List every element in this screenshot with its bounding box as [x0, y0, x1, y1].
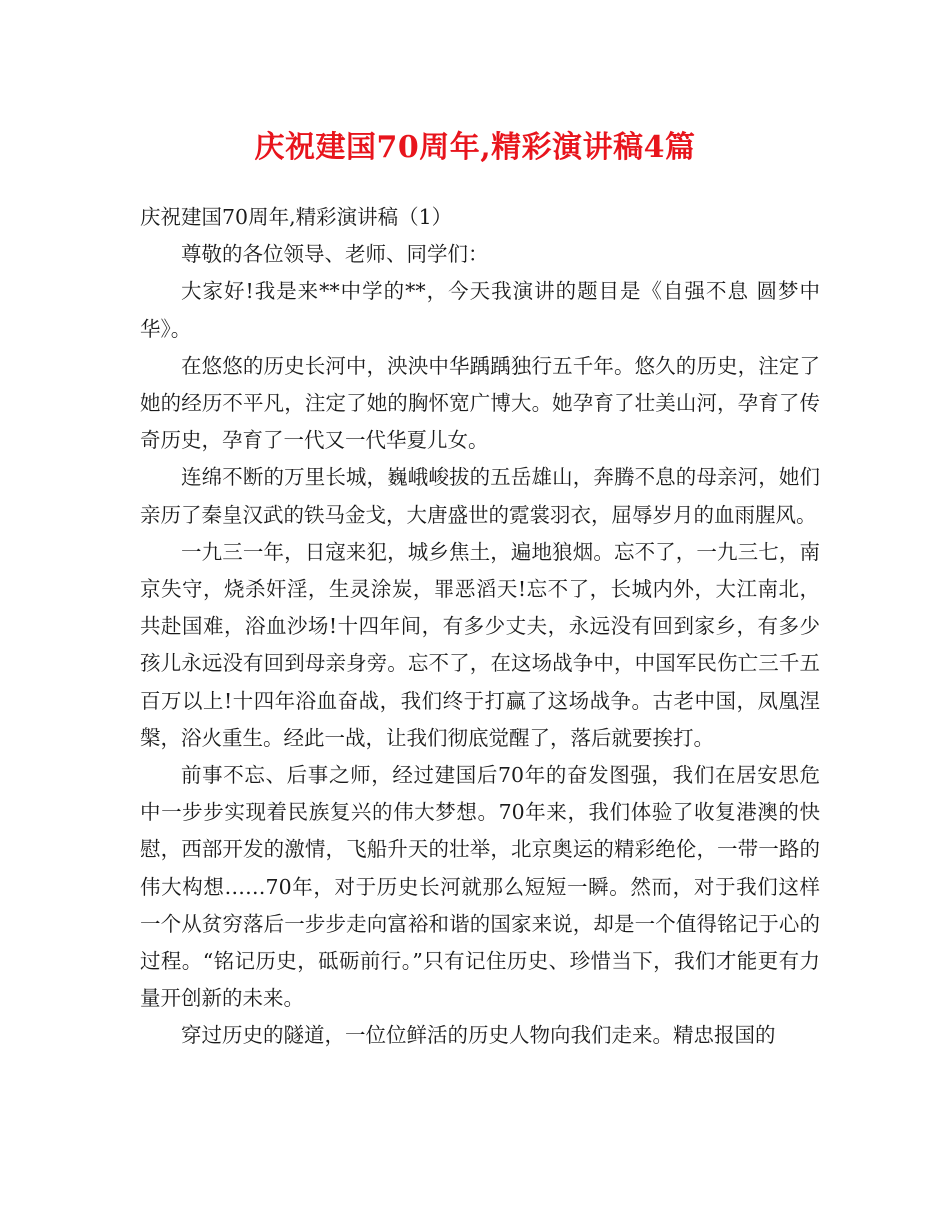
development-paragraph: 前事不忘、后事之师，经过建国后70年的奋发图强，我们在居安思危中一步步实现着民族复兴的伟大梦想。70年来，我们体验了收复港澳的快慰，西部开发的激情，飞船升天的壮举，北京奥运的精彩绝伦，一带一路的伟大构想……70年，对于历史长河就那么短短一瞬。然而，对于我们这样一个从贫穷落后一步步走向富裕和谐的国家来说，却是一个值得铭记于心的过程。“铭记历史，砥砺前行。”只有记住历史、珍惜当下，我们才能更有力量开创新的未来。 [140, 763, 820, 1011]
section-heading: 庆祝建国70周年,精彩演讲稿（1） [140, 205, 453, 229]
greeting-paragraph: 大家好!我是来**中学的**，今天我演讲的题目是《自强不息 圆梦中华》。 [140, 279, 820, 341]
history-paragraph: 在悠悠的历史长河中，泱泱中华踽踽独行五千年。悠久的历史，注定了她的经历不平凡，注定了她的胸怀宽广博大。她孕育了壮美山河，孕育了传奇历史，孕育了一代又一代华夏儿女。 [140, 353, 820, 453]
document-body [140, 199, 820, 1055]
figures-paragraph: 穿过历史的隧道，一位位鲜活的历史人物向我们走来。精忠报国的 [181, 1023, 776, 1048]
war-paragraph: 一九三一年，日寇来犯，城乡焦土，遍地狼烟。忘不了，一九三七，南京失守，烧杀奸淫，生灵涂炭，罪恶滔天!忘不了，长城内外，大江南北，共赴国难，浴血沙场!十四年间，有多少丈夫，永远没有回到家乡，有多少孩儿永远没有回到母亲身旁。忘不了，在这场战争中，中国军民伤亡三千五百万以上!十四年浴血奋战，我们终于打赢了这场战争。古老中国，凤凰涅槃，浴火重生。经此一战，让我们彻底觉醒了，落后就要挨打。 [140, 539, 820, 750]
document-title: 庆祝建国70周年,精彩演讲稿4篇 [254, 130, 696, 165]
salutation-paragraph: 尊敬的各位领导、老师、同学们： [181, 242, 489, 267]
landmarks-paragraph: 连绵不断的万里长城，巍峨峻拔的五岳雄山，奔腾不息的母亲河，她们亲历了秦皇汉武的铁马金戈，大唐盛世的霓裳羽衣，屈辱岁月的血雨腥风。 [140, 465, 820, 527]
